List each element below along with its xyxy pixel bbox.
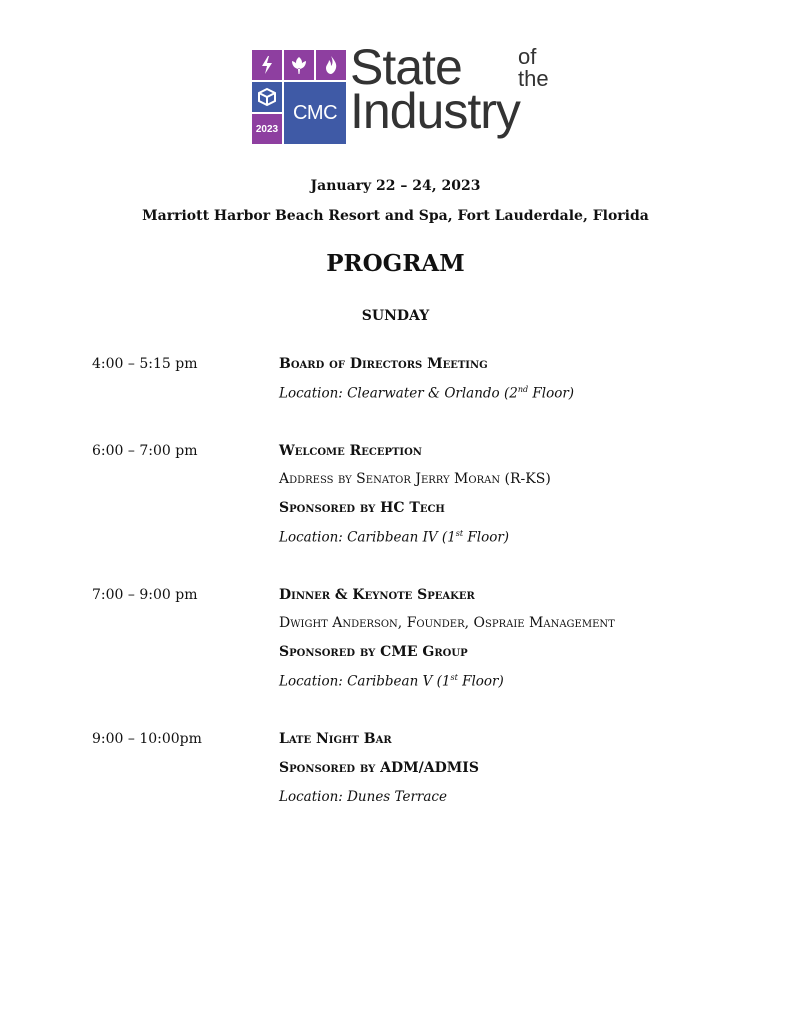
session-sponsor: Sponsored by CME Group bbox=[279, 644, 468, 660]
logo-word-the: the bbox=[518, 66, 549, 91]
location-text: Location: Caribbean IV (1 bbox=[279, 529, 456, 546]
location-text: Location: Caribbean V (1 bbox=[279, 673, 451, 690]
logo-word-of: of bbox=[518, 44, 537, 69]
event-venue: Marriott Harbor Beach Resort and Spa, Fort Lauderdale, Florida bbox=[142, 208, 649, 224]
cube-icon bbox=[252, 82, 282, 112]
location-suffix: Floor) bbox=[528, 385, 575, 402]
session-location bbox=[279, 673, 504, 690]
location-suffix: Floor) bbox=[463, 529, 510, 546]
floor-ordinal: st bbox=[450, 673, 458, 682]
session-title: Late Night Bar bbox=[279, 731, 392, 747]
session-time: 6:00 – 7:00 pm bbox=[92, 443, 198, 459]
session-location bbox=[279, 529, 509, 546]
floor-ordinal: st bbox=[455, 529, 464, 538]
event-dates: January 22 – 24, 2023 bbox=[310, 178, 481, 194]
session-title: Welcome Reception bbox=[279, 443, 422, 459]
day-heading: SUNDAY bbox=[361, 308, 430, 324]
session-time: 7:00 – 9:00 pm bbox=[92, 587, 198, 603]
session-title: Dinner & Keynote Speaker bbox=[279, 587, 475, 603]
cmc-logo-text: CMC bbox=[284, 82, 346, 144]
logo-word-state: State bbox=[350, 39, 462, 95]
leaf-icon bbox=[284, 50, 314, 80]
lightning-icon bbox=[252, 50, 282, 80]
session-location: Location: Dunes Terrace bbox=[279, 789, 447, 805]
session-title: Board of Directors Meeting bbox=[279, 356, 488, 372]
logo-year: 2023 bbox=[252, 114, 282, 144]
flame-icon bbox=[316, 50, 346, 80]
location-suffix: Floor) bbox=[457, 673, 504, 690]
state-of-the-industry-logo bbox=[252, 39, 552, 154]
session-time: 4:00 – 5:15 pm bbox=[92, 356, 198, 372]
session-location bbox=[279, 385, 574, 402]
page-title: PROGRAM bbox=[326, 250, 465, 277]
session-sponsor: Sponsored by ADM/ADMIS bbox=[279, 760, 479, 776]
session-sponsor: Sponsored by HC Tech bbox=[279, 500, 445, 516]
logo-word-industry: Industry bbox=[350, 83, 520, 139]
session-time: 9:00 – 10:00pm bbox=[92, 731, 202, 747]
floor-ordinal: nd bbox=[517, 385, 529, 394]
location-text: Location: Clearwater & Orlando (2 bbox=[279, 385, 518, 402]
session-detail: Dwight Anderson, Founder, Ospraie Management bbox=[279, 615, 615, 631]
session-detail: Address by Senator Jerry Moran (R-KS) bbox=[279, 471, 551, 487]
